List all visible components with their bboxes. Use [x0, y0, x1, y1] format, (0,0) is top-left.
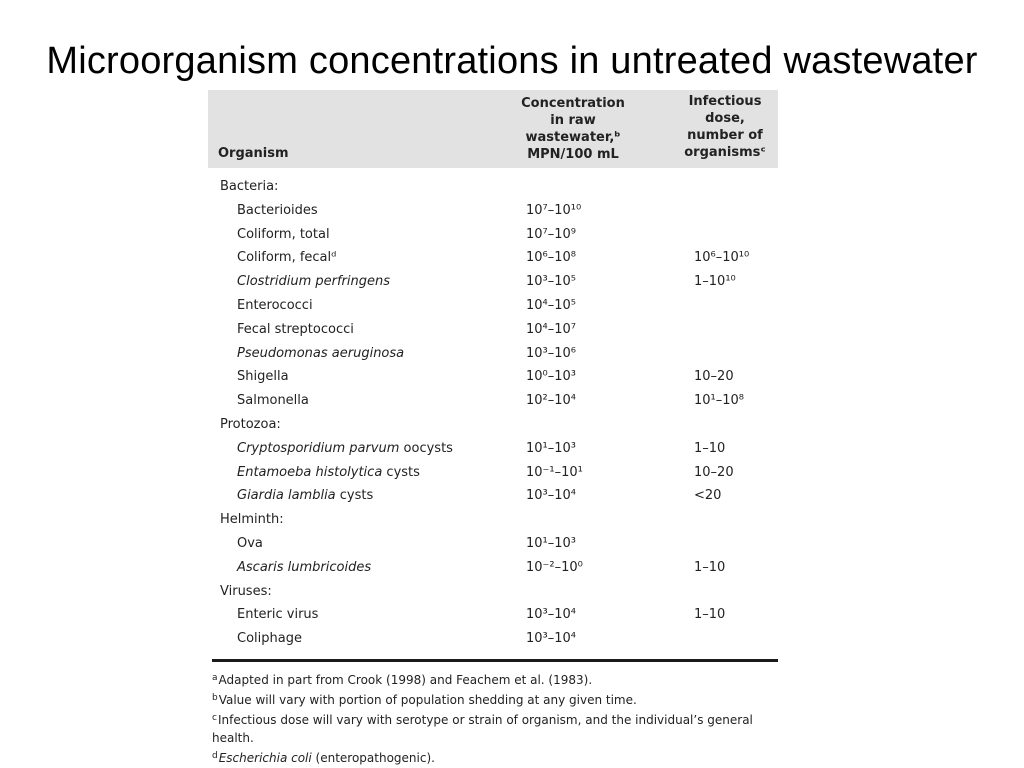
organism-italic-name: Giardia lamblia [237, 488, 336, 504]
organism-cell [237, 441, 453, 456]
organism-cell [237, 465, 420, 480]
category-row [208, 581, 778, 605]
footnote [212, 709, 772, 747]
table-row [208, 390, 778, 414]
organism-qualifier: oocysts [399, 440, 453, 456]
organism-cell: Coliform, fecalᵈ [237, 250, 337, 266]
table-row [208, 271, 778, 295]
table-body [208, 168, 778, 652]
organism-cell: Bacteria: [220, 179, 279, 194]
footnote-text: Value will vary with portion of population shedding at any given time. [218, 693, 637, 707]
footnote-italic-text: Escherichia coli [218, 751, 312, 765]
organism-cell: Ova [237, 535, 263, 551]
concentration-cell: 10⁷–10⁹ [526, 226, 577, 242]
header-dose-line: dose, [705, 111, 745, 126]
infectious-dose-cell: <20 [694, 488, 722, 504]
infectious-dose-cell: 10–20 [694, 369, 734, 385]
organism-cell: Fecal streptococci [237, 321, 354, 337]
table-row [208, 604, 778, 628]
organism-cell: Coliphage [237, 631, 302, 647]
table-row [208, 319, 778, 343]
header-organism: Organism [218, 146, 289, 161]
organism-cell: Ascaris lumbricoides [237, 559, 372, 575]
organism-cell: Viruses: [220, 583, 272, 599]
footnote-marker: c [212, 713, 217, 723]
concentration-cell: 10¹–10³ [526, 440, 577, 456]
concentration-cell: 10⁻¹–10¹ [526, 464, 583, 480]
concentration-cell: 10³–10⁴ [526, 607, 577, 623]
organism-qualifier: cysts [382, 464, 420, 480]
concentration-cell: 10⁶–10⁸ [526, 250, 577, 266]
concentration-cell: 10³–10⁴ [526, 488, 577, 504]
header-concentration-line: in raw [550, 113, 596, 128]
microorganism-table [208, 90, 778, 652]
table-row [208, 295, 778, 319]
table-row [208, 343, 778, 367]
concentration-cell: 10¹–10³ [526, 535, 577, 551]
infectious-dose-cell: 10–20 [694, 464, 734, 480]
header-dose-line: organismsᶜ [684, 145, 766, 160]
table-row [208, 462, 778, 486]
organism-cell: Coliform, total [237, 226, 330, 242]
table-row [208, 557, 778, 581]
organism-cell: Clostridium perfringens [237, 274, 390, 290]
organism-cell: Protozoa: [220, 416, 281, 432]
infectious-dose-cell: 1–10 [694, 440, 726, 456]
infectious-dose-cell: 1–10 [694, 559, 726, 575]
footnote [212, 689, 772, 709]
organism-italic-name: Entamoeba histolytica [237, 464, 383, 480]
slide-title: Microorganism concentrations in untreated wastewater [46, 40, 978, 82]
table-row [208, 200, 778, 224]
organism-cell [237, 488, 373, 503]
organism-cell: Pseudomonas aeruginosa [237, 345, 405, 361]
infectious-dose-cell: 1–10 [694, 607, 726, 623]
category-row [208, 509, 778, 533]
table-row [208, 438, 778, 462]
concentration-cell: 10⁰–10³ [526, 369, 577, 385]
concentration-cell: 10⁻²–10⁰ [526, 559, 583, 575]
footnote-text: Adapted in part from Crook (1998) and Feachem et al. (1983). [218, 673, 593, 687]
category-row [208, 176, 778, 200]
organism-cell: Shigella [237, 369, 289, 385]
concentration-cell: 10⁴–10⁵ [526, 297, 577, 313]
header-dose-line: Infectious [688, 94, 762, 109]
footnote [212, 747, 772, 767]
organism-cell: Enterococci [237, 297, 313, 313]
table-row [208, 533, 778, 557]
category-row [208, 414, 778, 438]
concentration-cell: 10³–10⁴ [526, 631, 577, 647]
table-row [208, 247, 778, 271]
header-concentration [508, 95, 638, 163]
table-row [208, 224, 778, 248]
footnote-text: Infectious dose will vary with serotype or strain of organism, and the individual’s general health. [212, 713, 753, 745]
organism-cell: Enteric virus [237, 607, 319, 623]
footnote [212, 669, 772, 689]
footnote-marker: b [212, 693, 218, 703]
table-header [208, 90, 778, 168]
organism-cell: Bacterioides [237, 202, 318, 218]
concentration-cell: 10³–10⁶ [526, 345, 577, 361]
table-row [208, 366, 778, 390]
table-row [208, 628, 778, 652]
organism-qualifier: cysts [335, 488, 374, 504]
infectious-dose-cell: 1–10¹⁰ [694, 274, 736, 290]
organism-italic-name: Cryptosporidium parvum [237, 440, 400, 456]
concentration-cell: 10⁷–10¹⁰ [526, 202, 582, 218]
header-infectious-dose [670, 93, 780, 161]
table-bottom-rule [212, 659, 778, 662]
concentration-cell: 10³–10⁵ [526, 274, 577, 290]
footnotes [212, 669, 772, 767]
header-concentration-line: Concentration [521, 96, 625, 111]
footnote-marker: a [212, 673, 218, 683]
concentration-cell: 10⁴–10⁷ [526, 321, 577, 337]
header-concentration-line: MPN/100 mL [527, 147, 619, 162]
infectious-dose-cell: 10⁶–10¹⁰ [694, 250, 750, 266]
footnote-text: (enteropathogenic). [311, 751, 435, 765]
organism-cell: Helminth: [220, 512, 284, 528]
header-concentration-line: wastewater,ᵇ [525, 130, 621, 145]
header-dose-line: number of [687, 128, 763, 143]
concentration-cell: 10²–10⁴ [526, 393, 577, 409]
footnote-marker: d [212, 751, 218, 761]
infectious-dose-cell: 10¹–10⁸ [694, 393, 745, 409]
table-row [208, 485, 778, 509]
organism-cell: Salmonella [237, 393, 309, 409]
